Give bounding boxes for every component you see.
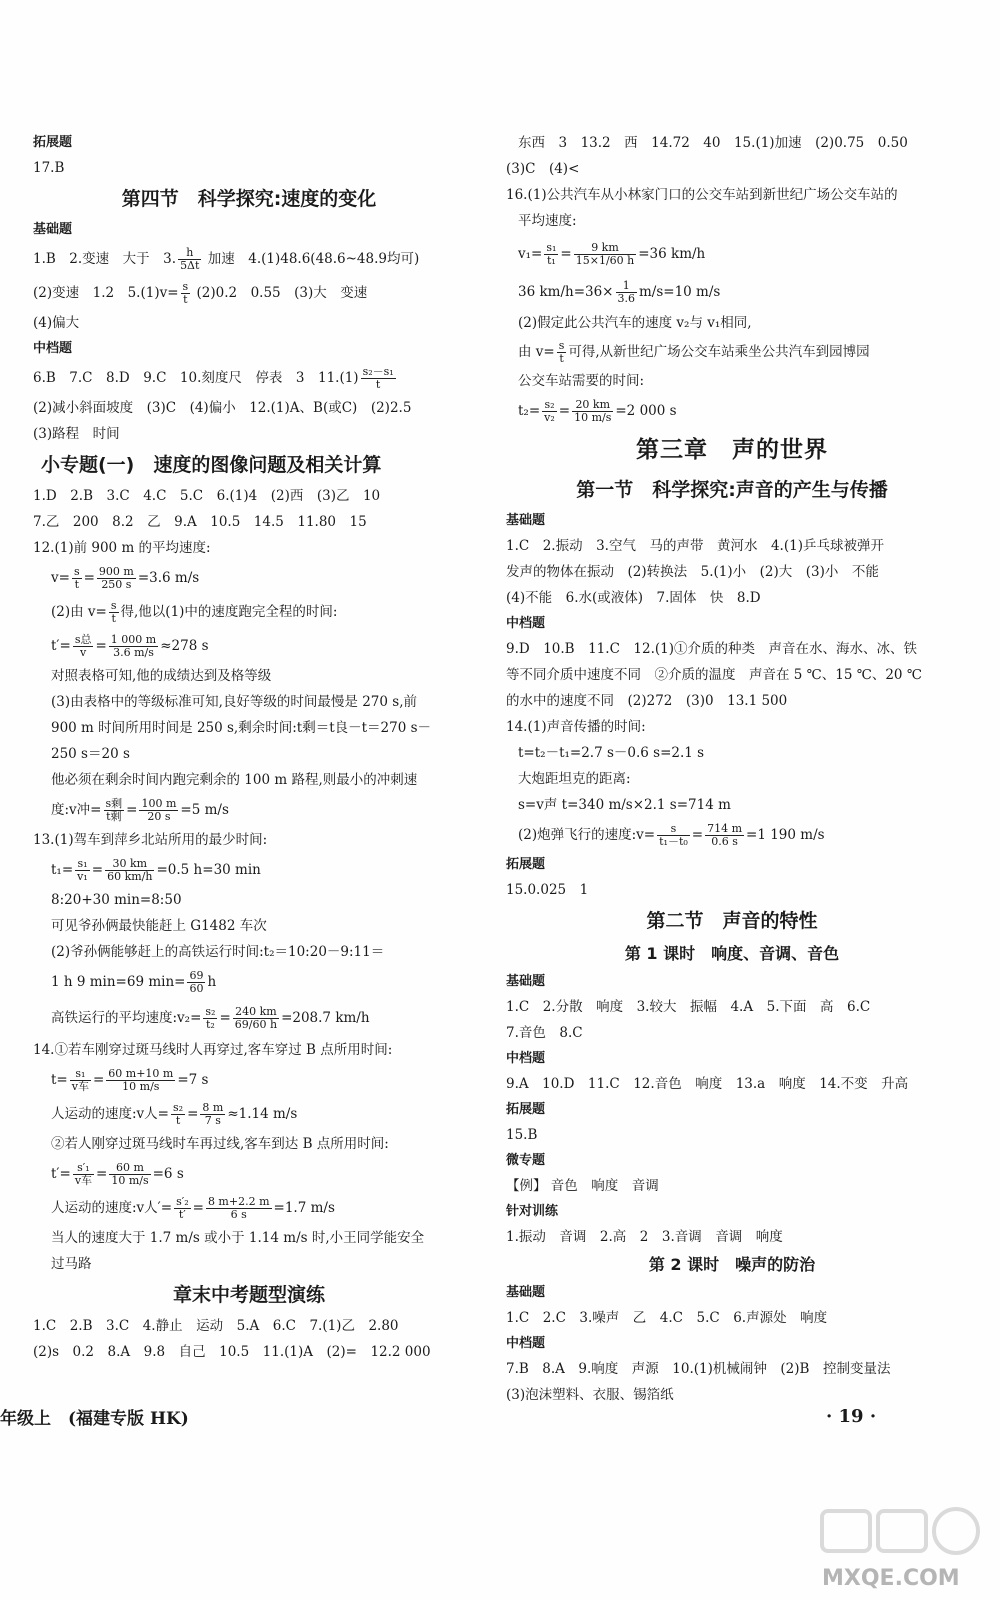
denominator: v₁ — [77, 870, 88, 883]
answer-line: 对照表格可知,他的成绩达到及格等级 — [51, 668, 272, 684]
formula-line: 度:v冲= $\frac{\text{s剩}}{\text{t剩}}$ = $\frac{100 m}{20 s}$ =5 m/s — [51, 797, 229, 823]
numerator: s — [182, 280, 189, 293]
answer-line: 9.D 10.B 11.C 12.(1)①介质的种类 声音在水、海水、冰、铁 — [506, 641, 917, 657]
fraction — [705, 823, 744, 848]
answer-line — [33, 361, 465, 395]
numerator: s — [657, 823, 690, 836]
text: 度:v冲= — [51, 802, 102, 818]
answer-line: 过马路 — [51, 1256, 92, 1272]
fraction — [104, 798, 125, 823]
fraction — [187, 970, 205, 995]
fraction — [361, 366, 396, 391]
lesson-title: 第 1 课时 响度、音调、音色 — [624, 944, 840, 963]
fraction — [203, 1006, 217, 1031]
answer-line: (3)C (4)< — [506, 161, 580, 177]
fraction — [73, 634, 94, 659]
section-label-zhongdang: 中档题 — [506, 1051, 546, 1066]
formula-line: t₁= $\frac{\text{s₁}}{\text{v₁}}$ = $\frac{30 km}{60 km/h}$ =0.5 h=30 min — [51, 857, 261, 883]
answer-line: 1.C 2.B 3.C 4.静止 运动 5.A 6.C 7.(1)乙 2.80 — [33, 1318, 399, 1334]
answer-line: 1.C 2.振动 3.空气 马的声带 黄河水 4.(1)乒乓球被弹开 — [506, 538, 884, 554]
fraction — [572, 399, 613, 424]
denominator: t剩 — [106, 810, 122, 823]
formula-line: 人运动的速度:v人= $\frac{\text{s₂}}{t}$ = $\frac{8 m}{7 s}$ ≈1.14 m/s — [51, 1101, 298, 1127]
text: 得,他以(1)中的速度跑完全程的时间: — [120, 604, 338, 620]
answer-line: 1.C 2.C 3.噪声 乙 4.C 5.C 6.声源处 响度 — [506, 1310, 828, 1326]
section-label-zhongdang: 中档题 — [506, 616, 546, 631]
text: 可得,从新世纪广场公交车站乘坐公共汽车到园博园 — [568, 344, 870, 360]
answer-line: 14.①若车刚穿过斑马线时人再穿过,客车穿过 B 点所用时间: — [33, 1042, 393, 1058]
denominator: v车 — [74, 1174, 93, 1187]
denominator: 10 m/s — [574, 411, 612, 424]
section-label-zhendui: 针对训练 — [506, 1204, 559, 1219]
answer-line: 大炮距坦克的距离: — [518, 771, 631, 787]
numerator: 8 m — [202, 1101, 224, 1114]
denominator: 0.6 s — [711, 835, 738, 848]
numerator: 1 — [616, 280, 638, 293]
page-number: · 19 · — [826, 1406, 877, 1427]
answer-line: 东西 3 13.2 西 14.72 40 15.(1)加速 (2)0.75 0.50 — [518, 135, 908, 151]
denominator: t — [183, 293, 188, 306]
fraction — [542, 399, 557, 424]
formula-line: t′= $\frac{\text{s总}}{v}$ = $\frac{1 000 m}{3.6 m/s}$ ≈278 s — [51, 633, 209, 659]
denominator: 15×1/60 h — [575, 254, 635, 267]
denominator: t — [375, 378, 381, 391]
fraction — [109, 634, 158, 659]
numerator: s₂ — [173, 1101, 184, 1114]
numerator: s总 — [74, 633, 92, 646]
text: 6.B 7.C 8.D 9.C 10.刻度尺 停表 3 11.(1) — [33, 370, 359, 386]
text: 人运动的速度:v人′= — [51, 1200, 173, 1216]
fraction — [70, 1068, 91, 1093]
denominator: 7 s — [204, 1114, 221, 1127]
chapter-title: 第三章 声的世界 — [636, 437, 828, 463]
lesson-title: 第 2 课时 噪声的防治 — [648, 1255, 816, 1274]
answer-line: 14.(1)声音传播的时间: — [506, 719, 646, 735]
answer-line: 15.B — [506, 1127, 538, 1143]
text: =1 190 m/s — [746, 827, 825, 843]
right-column — [506, 130, 958, 1408]
answer-line: 1.振动 音调 2.高 2 3.音调 音调 响度 — [506, 1229, 783, 1245]
answer-line: 等不同介质中速度不同 ②介质的温度 声音在 5 ℃、15 ℃、20 ℃ — [506, 667, 922, 683]
numerator: 100 m — [141, 797, 177, 810]
numerator: 1 000 m — [110, 633, 157, 646]
formula-line — [33, 595, 465, 629]
answer-line: (3)由表格中的等级标准可知,良好等级的时间最慢是 270 s,前 — [51, 694, 417, 710]
answer-line: 13.(1)驾车到萍乡北站所用的最少时间: — [33, 832, 268, 848]
text: =2 000 s — [615, 403, 677, 419]
numerator: 30 km — [105, 858, 154, 871]
numerator: h — [178, 247, 201, 260]
section-label-zhongdang: 中档题 — [33, 341, 73, 356]
section-label-jichu: 基础题 — [506, 513, 546, 528]
answer-line: (3)泡沫塑料、衣服、锡箔纸 — [506, 1387, 674, 1403]
text: m/s=10 m/s — [639, 284, 721, 300]
section-label-wei: 微专题 — [506, 1153, 546, 1168]
fraction — [200, 1102, 225, 1127]
denominator: v — [80, 646, 87, 659]
answer-line: 17.B — [33, 160, 65, 176]
watermark-logo — [818, 1505, 988, 1595]
text: t₂= — [518, 403, 541, 419]
numerator: s′₂ — [176, 1195, 189, 1208]
numerator: 714 m — [707, 822, 743, 835]
answer-line: 的水中的速度不同 (2)272 (3)0 13.1 500 — [506, 693, 788, 709]
text: =5 m/s — [180, 802, 229, 818]
text: 36 km/h=36× — [518, 284, 614, 300]
text: =6 s — [152, 1166, 184, 1182]
denominator: t₂ — [206, 1018, 215, 1031]
fraction — [557, 340, 567, 365]
formula-line: 人运动的速度:v人′= $\frac{\text{s′₂}}{t'}$ = $\frac{8 m+2.2 m}{6 s}$ =1.7 m/s — [51, 1195, 335, 1221]
watermark-text: MXQE.COM — [822, 1566, 960, 1591]
denominator: 3.6 m/s — [113, 646, 154, 659]
numerator: s — [73, 565, 80, 578]
text: 1.B 2.变速 大于 3. — [33, 251, 177, 267]
text: v= — [51, 570, 70, 586]
denominator: 20 s — [147, 810, 171, 823]
answer-line: 250 s＝20 s — [51, 746, 130, 762]
answer-line: 15.0.025 1 — [506, 882, 589, 898]
answer-line — [33, 276, 465, 310]
section-label-tuozhan: 拓展题 — [506, 857, 546, 872]
answer-line: 当人的速度大于 1.7 m/s 或小于 1.14 m/s 时,小王同学能安全 — [51, 1230, 425, 1246]
formula-line — [33, 965, 465, 999]
exam-section-title: 章末中考题型演练 — [172, 1284, 325, 1306]
answer-line: (2)减小斜面坡度 (3)C (4)偏小 12.(1)A、B(或C) (2)2.5 — [33, 400, 412, 416]
answer-line: 7.B 8.A 9.响度 声源 10.(1)机械闹钟 (2)B 控制变量法 — [506, 1361, 891, 1377]
formula-line: t₂= $\frac{\text{s₂}}{\text{v₂}}$ = $\frac{20 km}{10 m/s}$ =2 000 s — [518, 398, 677, 424]
text: t= — [51, 1072, 68, 1088]
answer-line: t=t₂－t₁=2.7 s－0.6 s=2.1 s — [518, 745, 705, 761]
fraction — [181, 281, 191, 306]
numerator: s₁ — [70, 1068, 91, 1081]
answer-line: 900 m 时间所用时间是 250 s,剩余时间:t剩＝t良－t＝270 s－ — [51, 720, 432, 736]
formula-line: v= $\frac{s}{t}$ = $\frac{900 m}{250 s}$ =3.6 m/s — [51, 565, 200, 591]
text: =7 s — [177, 1072, 209, 1088]
text: ≈278 s — [160, 638, 209, 654]
answer-line: 7.音色 8.C — [506, 1025, 583, 1041]
answer-line: 他必须在剩余时间内跑完剩余的 100 m 路程,则最小的冲刺速 — [51, 772, 418, 788]
numerator: 240 km — [233, 1006, 279, 1019]
fraction — [73, 1162, 94, 1187]
fraction — [75, 858, 90, 883]
numerator: s₁ — [75, 858, 90, 871]
text: (2)0.2 0.55 (3)大 变速 — [196, 285, 368, 301]
watermark-glyph-3 — [934, 1509, 978, 1553]
denominator: v₂ — [544, 411, 555, 424]
text: =1.7 m/s — [273, 1200, 335, 1216]
text: 1 h 9 min=69 min= — [51, 974, 186, 990]
numerator: s₂ — [542, 399, 557, 412]
denominator: 69/60 h — [234, 1018, 278, 1031]
denominator: 3.6 — [617, 292, 635, 305]
denominator: 60 — [189, 982, 204, 995]
answer-line: 16.(1)公共汽车从小林家门口的公交车站到新世纪广场公交车站的 — [506, 187, 898, 203]
section-label-tuozhan: 拓展题 — [33, 135, 73, 150]
answer-line: 1.C 2.分散 响度 3.较大 振幅 4.A 5.下面 高 6.C — [506, 999, 871, 1015]
section-label-jichu: 基础题 — [506, 1285, 546, 1300]
fraction — [178, 247, 201, 272]
formula-line: v₁= $\frac{\text{s₁}}{\text{t₁}}$ = $\frac{9 km}{15\times 1/60 h}$ =36 km/h — [518, 241, 706, 267]
denominator: t — [111, 612, 116, 625]
answer-line: ②若人刚穿过斑马线时车再过线,客车到达 B 点所用时间: — [51, 1136, 389, 1152]
answer-line: (2)爷孙俩能够赶上的高铁运行时间:t₂＝10:20－9:11＝ — [51, 944, 385, 960]
numerator: 60 m — [109, 1162, 150, 1175]
left-column — [33, 130, 465, 1365]
denominator: t — [74, 578, 79, 591]
text: (2)由 v= — [51, 604, 107, 620]
section-label-jichu: 基础题 — [506, 974, 546, 989]
fraction — [174, 1196, 191, 1221]
text: ≈1.14 m/s — [227, 1106, 298, 1122]
numerator: 900 m — [98, 565, 134, 578]
numerator: s₁ — [546, 241, 557, 254]
fraction — [574, 242, 637, 267]
denominator: 10 m/s — [111, 1174, 149, 1187]
formula-line: t= $\frac{\text{s₁}}{\text{v车}}$ = $\frac{60 m+10 m}{10 m/s}$ =7 s — [51, 1067, 209, 1093]
answer-line: 【例】 音色 响度 音调 — [506, 1178, 659, 1194]
answer-line: (4)偏大 — [33, 315, 80, 331]
answer-line: 1.D 2.B 3.C 4.C 5.C 6.(1)4 (2)西 (3)乙 10 — [33, 488, 381, 504]
answer-line: 平均速度: — [518, 213, 577, 229]
numerator: 9 km — [574, 242, 637, 255]
denominator: t — [559, 352, 564, 365]
formula-line — [506, 336, 958, 368]
text: (2)炮弹飞行的速度:v= — [518, 827, 656, 843]
denominator: 5Δt — [180, 259, 200, 272]
denominator: v车 — [71, 1080, 89, 1093]
section-title-sound-features: 第二节 声音的特性 — [646, 910, 818, 932]
fraction — [109, 1162, 150, 1187]
text: t′= — [51, 638, 71, 654]
fraction — [616, 280, 638, 305]
answer-line — [33, 242, 465, 276]
answer-line: (3)路程 时间 — [33, 426, 120, 442]
text: h — [207, 974, 217, 990]
topic-title: 小专题(一) 速度的图像问题及相关计算 — [41, 454, 382, 476]
formula-line: (2)炮弹飞行的速度:v= $\frac{s}{\text{t₁－t₀}}$ = $\frac{714 m}{0.6 s}$ =1 190 m/s — [518, 822, 825, 848]
answer-line: 可见爷孙俩最快能赶上 G1482 车次 — [51, 918, 267, 934]
text: =36 km/h — [638, 246, 706, 262]
text: =208.7 km/h — [281, 1010, 370, 1026]
denominator: t₁－t₀ — [659, 835, 688, 848]
fraction — [106, 1068, 175, 1093]
numerator: s — [110, 599, 117, 612]
formula-line: t′= $\frac{\text{s′₁}}{\text{v车}}$ = $\frac{60 m}{10 m/s}$ =6 s — [51, 1161, 184, 1187]
fraction — [72, 566, 82, 591]
answer-line: (4)不能 6.水(或液体) 7.固体 快 8.D — [506, 590, 761, 606]
numerator: 69 — [189, 969, 204, 982]
fraction — [109, 600, 119, 625]
numerator: s₂ — [205, 1005, 216, 1018]
answer-line: s=v声 t=340 m/s×2.1 s=714 m — [518, 797, 731, 813]
fraction — [171, 1102, 185, 1127]
answer-line: 发声的物体在振动 (2)转换法 5.(1)小 (2)大 (3)小 不能 — [506, 564, 879, 580]
answer-line: 公交车站需要的时间: — [518, 373, 645, 389]
fraction — [97, 566, 136, 591]
fraction — [105, 858, 154, 883]
numerator: 60 m+10 m — [108, 1067, 174, 1080]
denominator: t′ — [178, 1208, 186, 1221]
text: 人运动的速度:v人= — [51, 1106, 169, 1122]
fraction — [139, 798, 178, 823]
fraction — [206, 1196, 272, 1221]
denominator: 250 s — [101, 578, 132, 591]
numerator: 20 km — [572, 399, 613, 412]
answer-line: 9.A 10.D 11.C 12.音色 响度 13.a 响度 14.不变 升高 — [506, 1076, 909, 1092]
numerator: s′₁ — [73, 1162, 94, 1175]
answer-line: 7.乙 200 8.2 乙 9.A 10.5 14.5 11.80 15 — [33, 514, 367, 530]
denominator: t — [175, 1114, 181, 1127]
denominator: t₁ — [546, 254, 556, 267]
text: 高铁运行的平均速度:v₂= — [51, 1010, 202, 1026]
answer-line: (2)假定此公共汽车的速度 v₂与 v₁相同, — [518, 315, 752, 331]
denominator: 10 m/s — [122, 1080, 160, 1093]
text: 加速 4.(1)48.6(48.6~48.9均可) — [207, 251, 420, 267]
numerator: s剩 — [105, 797, 123, 810]
text: t₁= — [51, 862, 74, 878]
footer-book-edition: 年级上 (福建专版 HK) — [0, 1409, 189, 1429]
text: (2)变速 1.2 5.(1)v= — [33, 285, 179, 301]
text: t′= — [51, 1166, 71, 1182]
section-label-jichu: 基础题 — [33, 222, 73, 237]
section-label-tuozhan: 拓展题 — [506, 1102, 546, 1117]
answer-line: 8:20+30 min=8:50 — [51, 892, 182, 908]
numerator: 8 m+2.2 m — [207, 1195, 270, 1208]
section-title-sound-production: 第一节 科学探究:声音的产生与传播 — [576, 479, 888, 501]
fraction — [544, 242, 558, 267]
numerator: s — [558, 339, 565, 352]
fraction — [233, 1006, 279, 1031]
text: v₁= — [518, 246, 543, 262]
denominator: 6 s — [230, 1208, 247, 1221]
watermark-glyph-1 — [822, 1511, 870, 1551]
formula-line — [506, 274, 958, 310]
denominator: 60 km/h — [107, 870, 153, 883]
numerator: s₂－s₁ — [362, 365, 394, 378]
text: =0.5 h=30 min — [156, 862, 261, 878]
text: =3.6 m/s — [137, 570, 200, 586]
answer-line: (2)s 0.2 8.A 9.8 自己 10.5 11.(1)A (2)= 12.2 000 — [33, 1344, 431, 1360]
section-title-speed-change: 第四节 科学探究:速度的变化 — [121, 188, 377, 210]
section-label-zhongdang: 中档题 — [506, 1336, 546, 1351]
answer-line: 12.(1)前 900 m 的平均速度: — [33, 540, 211, 556]
text: 由 v= — [518, 344, 555, 360]
watermark-glyph-2 — [878, 1511, 926, 1551]
fraction — [657, 823, 690, 848]
formula-line: 高铁运行的平均速度:v₂= $\frac{\text{s₂}}{\text{t₂}}$ = $\frac{240 km}{69/60 h}$ =208.7 km/h — [51, 1005, 370, 1031]
